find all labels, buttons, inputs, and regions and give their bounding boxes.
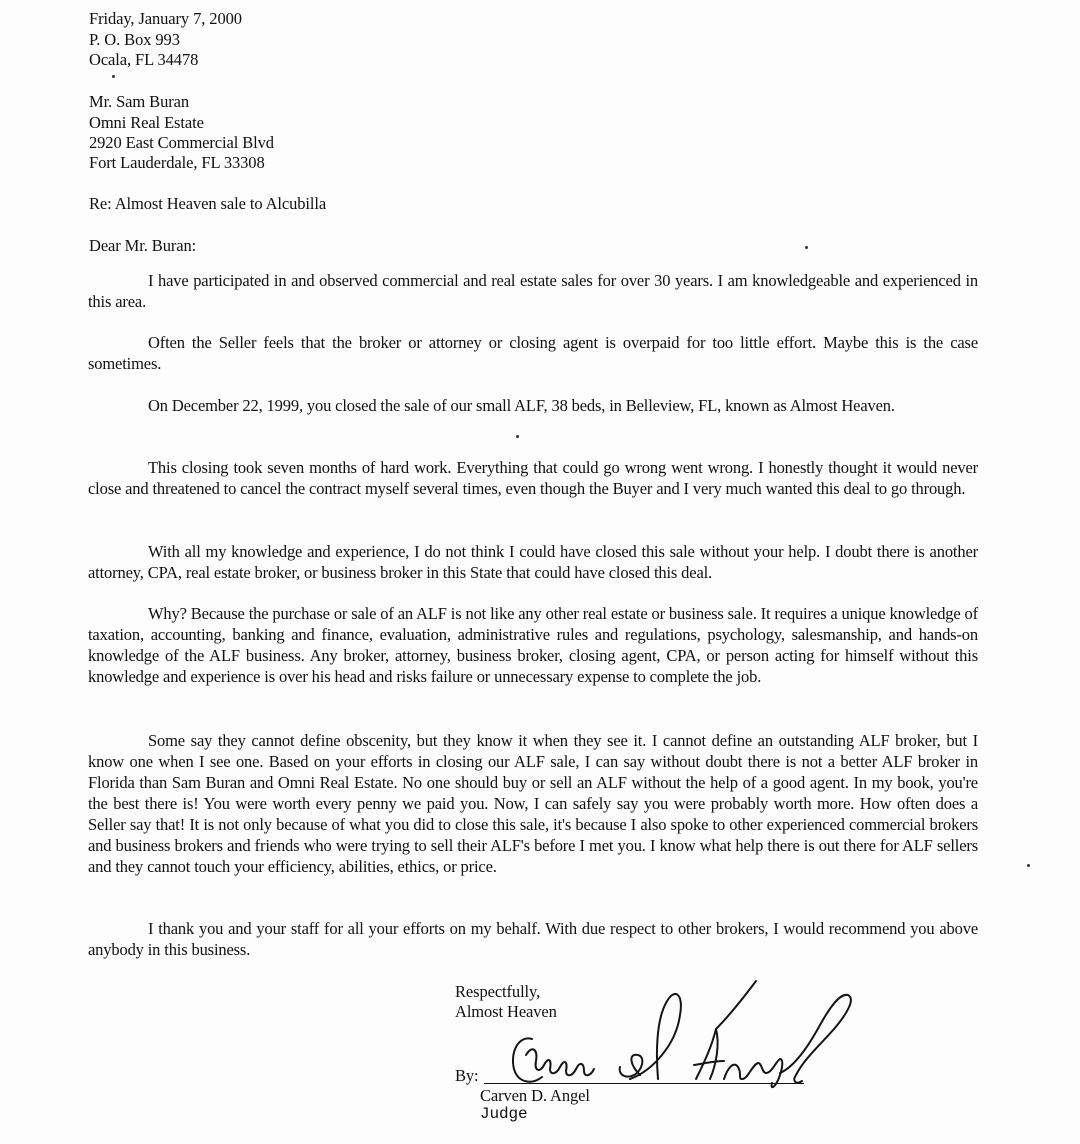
scan-speck [516, 435, 519, 438]
recipient-name: Mr. Sam Buran [89, 92, 189, 111]
recipient-street: 2920 East Commercial Blvd [89, 133, 274, 152]
by-label: By: [455, 1066, 479, 1085]
body-paragraph-3: On December 22, 1999, you closed the sale of our small ALF, 38 beds, in Belleview, FL, known as Almost Heaven. [148, 396, 895, 415]
body-paragraph-5: With all my knowledge and experience, I do not think I could have closed this sale without your help. I doubt there is another attorney, CPA, real estate broker, or business broker in this State that could have closed this deal. [88, 542, 978, 582]
closing-organization: Almost Heaven [455, 1002, 557, 1021]
recipient-city: Fort Lauderdale, FL 33308 [89, 153, 265, 172]
recipient-company: Omni Real Estate [89, 113, 204, 132]
valediction: Respectfully, [455, 982, 541, 1001]
signer-name: Carven D. Angel [480, 1086, 590, 1105]
subject-line: Re: Almost Heaven sale to Alcubilla [89, 194, 327, 213]
body-paragraph-1: I have participated in and observed commercial and real estate sales for over 30 years. I am knowledgeable and experienced in this area. [88, 271, 978, 311]
sender-address-line1: P. O. Box 993 [89, 30, 180, 49]
scan-speck [112, 75, 115, 78]
salutation: Dear Mr. Buran: [89, 236, 197, 255]
signer-title: Judge [480, 1105, 528, 1123]
body-paragraph-2: Often the Seller feels that the broker or attorney or closing agent is overpaid for too little effort. Maybe this is the case sometimes. [88, 333, 978, 373]
letter-date: Friday, January 7, 2000 [89, 9, 242, 28]
body-paragraph-6: Why? Because the purchase or sale of an ALF is not like any other real estate or business sale. It requires a unique knowledge of taxation, accounting, banking and finance, evaluation, administrative rules and regulations, psychology, salesmanship, and hands-on knowledge of the ALF business. Any broker, attorney, business broker, closing agent, CPA, or person acting for himself without this knowledge and experience is over his head and risks failure or unnecessary expense to complete the job. [88, 604, 978, 686]
sender-address-line2: Ocala, FL 34478 [89, 50, 199, 69]
body-paragraph-4: This closing took seven months of hard work. Everything that could go wrong went wrong. I honestly thought it would never close and threatened to cancel the contract myself several times, even though the Buyer and I very much wanted this deal to go through. [88, 458, 978, 498]
body-paragraph-7: Some say they cannot define obscenity, but they know it when they see it. I cannot define an outstanding ALF broker, but I know one when I see one. Based on your efforts in closing our ALF sale, I can say without doubt there is not a better ALF broker in Florida than Sam Buran and Omni Real Estate. No one should buy or sell an ALF without the help of a good agent. In my book, you're the best there is! You were worth every penny we paid you. Now, I can safely say you were probably worth more. How often does a Seller say that! It is not only because of what you did to close this sale, it's because I also spoke to other experienced commercial brokers and business brokers and friends who were trying to sell their ALF's before I met you. I know what help there is out there for ALF sellers and they cannot touch your efficiency, abilities, ethics, or price. [88, 731, 978, 876]
scan-speck [1027, 864, 1030, 867]
body-paragraph-8: I thank you and your staff for all your efforts on my behalf. With due respect to other brokers, I would recommend you above anybody in this business. [88, 919, 978, 959]
scan-speck [805, 246, 808, 249]
